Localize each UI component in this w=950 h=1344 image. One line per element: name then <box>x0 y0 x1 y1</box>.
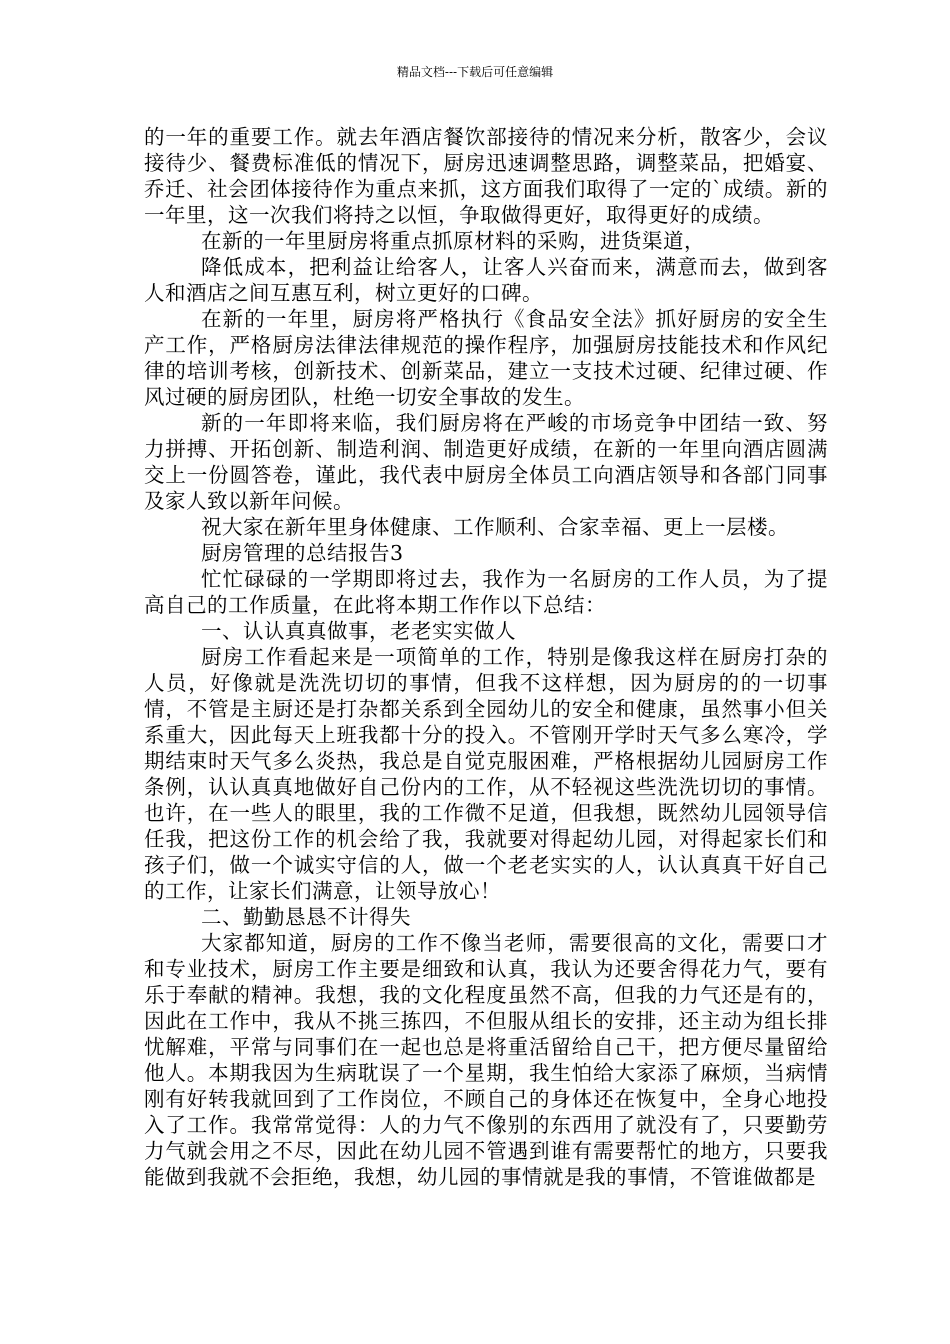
document-body <box>144 124 828 1190</box>
paragraph: 大家都知道，厨房的工作不像当老师，需要很高的文化，需要口才和专业技术，厨房工作主要是细致和认真，我认为还要舍得花力气，要有乐于奉献的精神。我想，我的文化程度虽然不高，但我的力气还是有的，因此在工作中，我从不挑三拣四，不但服从组长的安排，还主动为组长排忧解难，平常与同事们在一起也总是将重活留给自己干，把方便尽量留给他人。本期我因为生病耽误了一个星期，我生怕给大家添了麻烦，当病情刚有好转我就回到了工作岗位，不顾自己的身体还在恢复中，全身心地投入了工作。我常常觉得：人的力气不像别的东西用了就没有了，只要勤劳力气就会用之不尽，因此在幼儿园不管遇到谁有需要帮忙的地方，只要我能做到我就不会拒绝，我想，幼儿园的事情就是我的事情，不管谁做都是 <box>144 931 828 1189</box>
section-heading: 二、勤勤恳恳不计得失 <box>201 905 411 929</box>
paragraph: 忙忙碌碌的一学期即将过去，我作为一名厨房的工作人员，为了提高自己的工作质量，在此将本期工作作以下总结： <box>144 567 828 617</box>
paragraph: 新的一年即将来临，我们厨房将在严峻的市场竞争中团结一致、努力拼搏、开拓创新、制造利润、制造更好成绩，在新的一年里向酒店圆满交上一份圆答卷，谨此，我代表中厨房全体员工向酒店领导和各部门同事及家人致以新年问候。 <box>144 411 828 513</box>
section-title: 厨房管理的总结报告3 <box>201 541 404 565</box>
section-heading: 一、认认真真做事，老老实实做人 <box>201 619 516 643</box>
paragraph: 在新的一年里，厨房将严格执行《食品安全法》抓好厨房的安全生产工作，严格厨房法律法律规范的操作程序，加强厨房技能技术和作风纪律的培训考核，创新技术、创新菜品，建立一支技术过硬、纪律过硬、作风过硬的厨房团队，杜绝一切安全事故的发生。 <box>144 307 828 409</box>
paragraph: 在新的一年里厨房将重点抓原材料的采购，进货渠道， <box>201 229 705 253</box>
paragraph: 的一年的重要工作。就去年酒店餐饮部接待的情况来分析，散客少，会议接待少、餐费标准低的情况下，厨房迅速调整思路，调整菜品，把婚宴、乔迁、社会团体接待作为重点来抓，这方面我们取得了一定的`成绩。新的一年里，这一次我们将持之以恒，争取做得更好，取得更好的成绩。 <box>144 125 828 227</box>
paragraph: 降低成本，把利益让给客人，让客人兴奋而来，满意而去，做到客人和酒店之间互惠互利，树立更好的口碑。 <box>144 255 828 305</box>
paragraph: 厨房工作看起来是一项简单的工作，特别是像我这样在厨房打杂的人员，好像就是洗洗切切的事情，但我不这样想，因为厨房的的一切事情，不管是主厨还是打杂都关系到全园幼儿的安全和健康，虽然事小但关系重大，因此每天上班我都十分的投入。不管刚开学时天气多么寒冷，学期结束时天气多么炎热，我总是自觉克服困难，严格根据幼儿园厨房工作条例，认认真真地做好自己份内的工作，从不轻视这些洗洗切切的事情。也许，在一些人的眼里，我的工作微不足道，但我想，既然幼儿园领导信任我，把这份工作的机会给了我，我就要对得起幼儿园，对得起家长们和孩子们，做一个诚实守信的人，做一个老老实实的人，认认真真干好自己的工作，让家长们满意，让领导放心！ <box>144 645 828 903</box>
page-header: 精品文档---下载后可任意编辑 <box>396 65 554 79</box>
paragraph: 祝大家在新年里身体健康、工作顺利、合家幸福、更上一层楼。 <box>201 515 789 539</box>
